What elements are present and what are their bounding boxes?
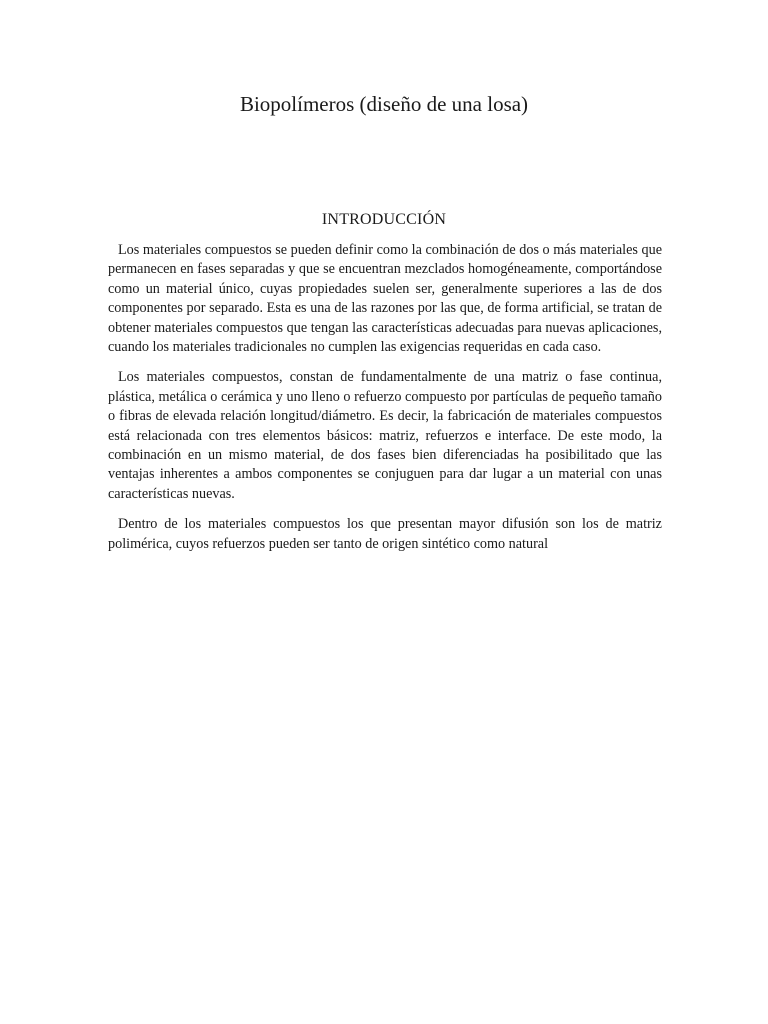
paragraph-2: Los materiales compuestos, constan de fundamentalmente de una matriz o fase continua, plástica, metálica o cerámica y uno lleno o refuerzo compuesto por partículas de pequeño tamaño o fibras de elevada relación longitud/diámetro. Es decir, la fabricación de materiales compuestos está relacionada con tres elementos básicos: matriz, refuerzos e interface. De este modo, la combinación en un mismo material, de dos fases bien diferenciadas ha posibilitado que las ventajas inherentes a ambos componentes se conjuguen para dar lugar a un material con unas características nuevas. [108,369,662,502]
body-text [108,241,662,565]
paragraph-3: Dentro de los materiales compuestos los que presentan mayor difusión son los de matriz polimérica, cuyos refuerzos pueden ser tanto de origen sintético como natural [108,516,662,552]
paragraph-1: Los materiales compuestos se pueden definir como la combinación de dos o más materiales que permanecen en fases separadas y que se encuentran mezclados homogéneamente, comportándose como un material único, cuyas propiedades suelen ser, generalmente superiores a las de dos componentes por separado. Esta es una de las razones por las que, de forma artificial, se tratan de obtener materiales compuestos que tengan las características adecuadas para nuevas aplicaciones, cuando los materiales tradicionales no cumplen las exigencias requeridas en cada caso. [108,242,662,356]
section-heading: INTRODUCCIÓN [321,211,447,228]
document-title: Biopolímeros (diseño de una losa) [239,92,529,116]
